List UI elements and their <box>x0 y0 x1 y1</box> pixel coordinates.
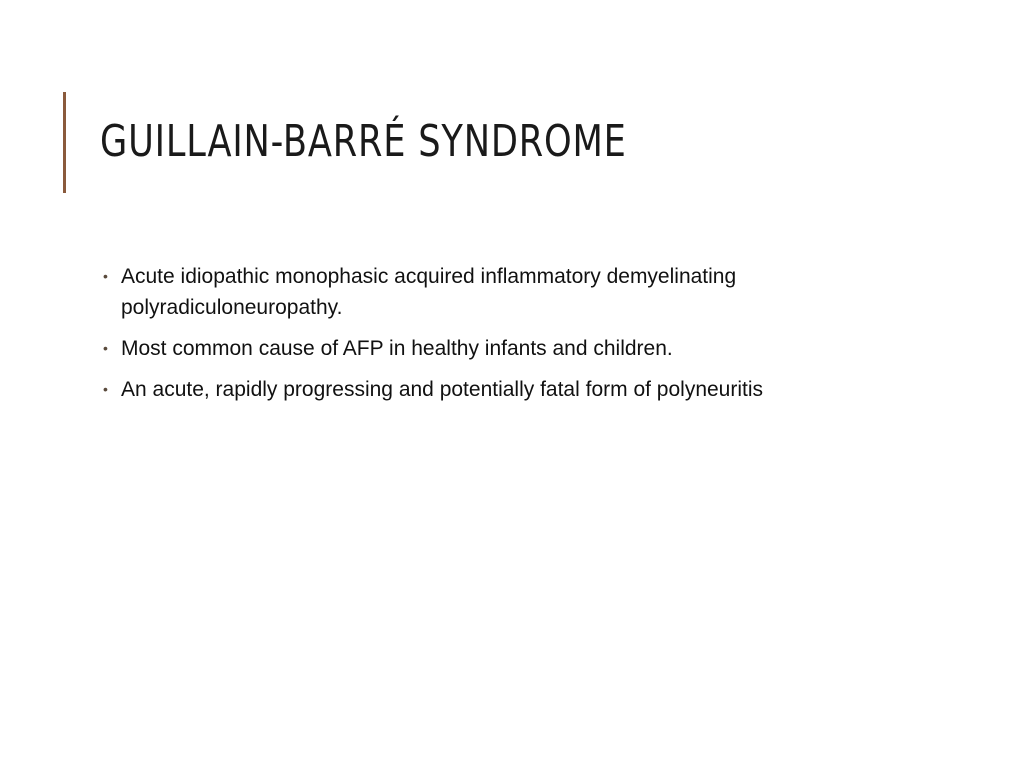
title-accent-bar <box>63 92 66 193</box>
bullet-item <box>103 261 903 323</box>
bullet-dot-icon: • <box>103 268 108 284</box>
bullet-text: Acute idiopathic monophasic acquired inflammatory demyelinating polyradiculoneuropathy. <box>121 265 737 319</box>
bullet-item <box>103 333 903 364</box>
bullet-item <box>103 374 903 405</box>
bullet-dot-icon: • <box>103 381 108 397</box>
bullet-list <box>103 261 903 415</box>
bullet-text: Most common cause of AFP in healthy infants and children. <box>121 337 673 360</box>
bullet-text: An acute, rapidly progressing and potentially fatal form of polyneuritis <box>121 378 764 401</box>
slide-title: GUILLAIN-BARRÉ SYNDROME <box>100 116 627 167</box>
bullet-dot-icon: • <box>103 340 108 356</box>
